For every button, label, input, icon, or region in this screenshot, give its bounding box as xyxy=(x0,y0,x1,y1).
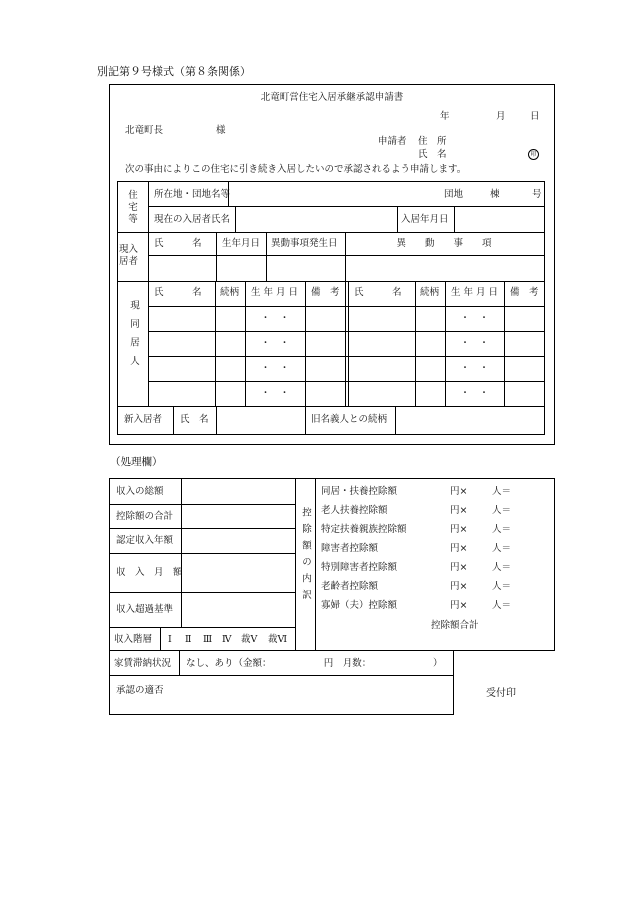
deduction-1: 同居・扶養控除額 xyxy=(321,486,398,497)
date-day: 日 xyxy=(530,111,540,122)
processing-title: （処理欄） xyxy=(110,456,163,468)
yen-times: 円× xyxy=(450,600,468,611)
co-name-label-right: 氏 名 xyxy=(354,287,402,298)
tier-3: Ⅲ xyxy=(203,634,213,645)
new-tenant-name-label: 氏 名 xyxy=(180,414,209,425)
date-dots: ・ ・ xyxy=(260,313,290,324)
go-label: 号 xyxy=(532,189,542,200)
date-dots: ・ ・ xyxy=(260,338,290,349)
tier-5: 裁Ⅴ xyxy=(241,634,258,645)
tier-4: Ⅳ xyxy=(222,634,232,645)
persons-eq: 人＝ xyxy=(492,486,512,497)
yen-times: 円× xyxy=(450,581,468,592)
date-dots: ・ ・ xyxy=(460,313,489,324)
housing-side-label: 住宅等 xyxy=(128,190,138,225)
co-name-label-left: 氏 名 xyxy=(154,287,202,298)
deduction-breakdown-label: 控除額の内訳 xyxy=(300,507,311,606)
deduction-2: 老人扶養控除額 xyxy=(321,505,388,516)
receipt-stamp-label: 受付印 xyxy=(486,688,516,699)
date-dots: ・ ・ xyxy=(260,388,290,399)
deduction-6: 老齢者控除額 xyxy=(321,581,379,592)
address-label: 住 所 xyxy=(418,136,447,147)
date-dots: ・ ・ xyxy=(260,363,290,374)
danchi-label: 団地 xyxy=(444,189,464,200)
tier-1: Ⅰ xyxy=(168,634,172,645)
status-table xyxy=(109,650,454,715)
mune-label: 棟 xyxy=(490,189,500,200)
date-dots: ・ ・ xyxy=(460,363,489,374)
yen-times: 円× xyxy=(450,505,468,516)
date-year: 年 xyxy=(440,111,450,122)
co-remarks-label-right: 備 考 xyxy=(510,287,539,298)
total-income-label: 収入の総額 xyxy=(116,486,164,497)
application-table xyxy=(117,181,545,435)
persons-eq: 人＝ xyxy=(492,600,512,611)
yen-times: 円× xyxy=(450,486,468,497)
certified-income-label: 認定収入年額 xyxy=(116,535,174,546)
persons-eq: 人＝ xyxy=(492,524,512,535)
income-tier-label: 収入階層 xyxy=(114,634,153,645)
honorific: 様 xyxy=(216,125,226,136)
ct-name-label: 氏 名 xyxy=(154,238,202,249)
deduction-3: 特定扶養親族控除額 xyxy=(321,524,407,535)
ct-change-date-label: 異動事項発生日 xyxy=(271,238,338,249)
seal-mark: 印 xyxy=(528,149,539,160)
persons-eq: 人＝ xyxy=(492,562,512,573)
processing-table xyxy=(109,478,555,651)
application-form xyxy=(109,84,555,445)
rent-arrears-label: 家賃滞納状況 xyxy=(114,658,172,669)
yen-times: 円× xyxy=(450,524,468,535)
deduction-total-label: 控除額の合計 xyxy=(116,511,174,522)
yen-times: 円× xyxy=(450,543,468,554)
deduction-sum-label: 控除額合計 xyxy=(431,620,479,631)
location-label: 所在地・団地名等 xyxy=(154,189,231,200)
cohabitants-side-label: 現同居人 xyxy=(128,300,139,374)
form-title: 北竜町営住宅入居承継承認申請書 xyxy=(260,92,404,103)
co-birthdate-label-right: 生 年 月 日 xyxy=(451,287,499,298)
relation-to-former-label: 旧名義人との続柄 xyxy=(311,414,388,425)
persons-eq: 人＝ xyxy=(492,505,512,516)
deduction-7: 寡婦（夫）控除額 xyxy=(321,600,398,611)
income-excess-label: 収入超過基準 xyxy=(116,604,174,615)
addressee: 北竜町長 xyxy=(125,125,164,136)
tier-6: 裁Ⅵ xyxy=(268,634,288,645)
co-relation-label-right: 続柄 xyxy=(420,287,440,298)
ct-change-item-label: 異 動 事 項 xyxy=(396,238,492,249)
date-month: 月 xyxy=(496,111,506,122)
date-dots: ・ ・ xyxy=(460,388,489,399)
co-relation-label-left: 続柄 xyxy=(220,287,240,298)
form-id: 別記第９号様式（第８条関係） xyxy=(97,65,251,78)
name-label: 氏 名 xyxy=(418,149,447,160)
approval-label: 承認の適否 xyxy=(116,685,164,696)
new-tenant-label: 新入居者 xyxy=(124,414,163,425)
current-tenant-side-label: 現入居者 xyxy=(119,244,139,267)
monthly-income-label: 収 入 月 額 xyxy=(116,567,183,578)
deduction-4: 障害者控除額 xyxy=(321,543,379,554)
persons-eq: 人＝ xyxy=(492,543,512,554)
deduction-5: 特別障害者控除額 xyxy=(321,562,398,573)
co-birthdate-label-left: 生 年 月 日 xyxy=(251,287,299,298)
applicant-label: 申請者 xyxy=(378,136,407,147)
date-dots: ・ ・ xyxy=(460,338,489,349)
rent-arrears-value: なし、あり（金額： 円 月数： ） xyxy=(186,658,443,669)
persons-eq: 人＝ xyxy=(492,581,512,592)
yen-times: 円× xyxy=(450,562,468,573)
move-in-date-label: 入居年月日 xyxy=(401,214,449,225)
co-remarks-label-left: 備 考 xyxy=(311,287,340,298)
ct-birthdate-label: 生年月日 xyxy=(222,238,261,249)
statement: 次の事由によりこの住宅に引き続き入居したいので承認されるよう申請します。 xyxy=(125,164,467,175)
tier-2: Ⅱ xyxy=(185,634,192,645)
current-tenant-name-label: 現在の入居者氏名 xyxy=(154,214,231,225)
